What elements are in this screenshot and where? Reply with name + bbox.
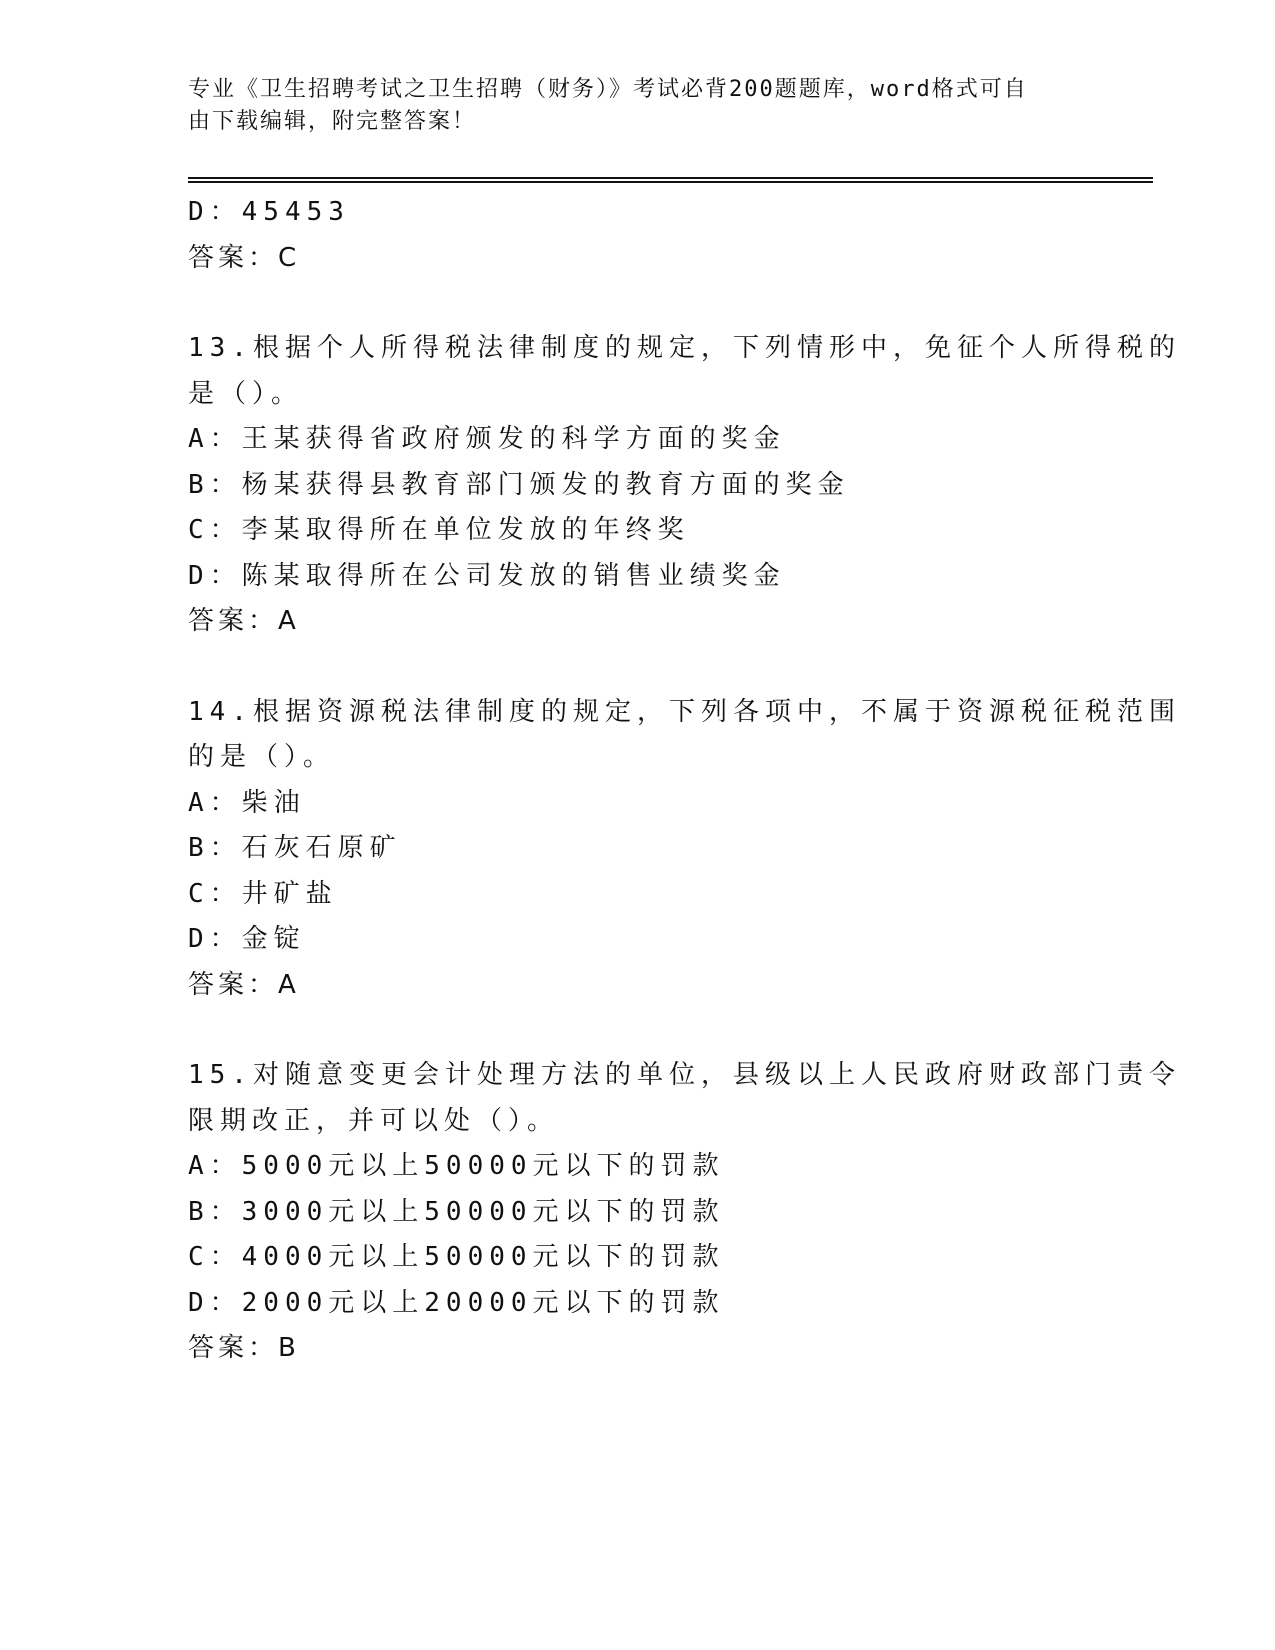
question-13: [188, 326, 1181, 645]
question-stem-line-1: 15.对随意变更会计处理方法的单位，县级以上人民政府财政部门责令: [188, 1060, 1181, 1090]
question-15: [188, 1053, 1181, 1372]
spacer: [188, 1008, 1088, 1053]
answer-line: 答案：A: [188, 606, 300, 636]
option-a: A：柴油: [188, 787, 306, 818]
answer-line: 答案：A: [188, 969, 300, 1000]
question-stem-line-2: 的是（）。: [188, 742, 336, 772]
option-c: C：4000元以上50000元以下的罚款: [188, 1242, 725, 1272]
option-d: D：45453: [188, 197, 350, 227]
question-stem-line-2: 是（）。: [188, 378, 304, 409]
spacer: [188, 281, 1088, 326]
option-d: D：金锭: [188, 924, 306, 954]
option-b: B：石灰石原矿: [188, 833, 402, 863]
question-stem-line-1: 14.根据资源税法律制度的规定，下列各项中，不属于资源税征税范围: [188, 696, 1181, 727]
option-d: D：2000元以上20000元以下的罚款: [188, 1287, 725, 1318]
header-rule-top: [188, 177, 1153, 179]
option-c: C：井矿盐: [188, 878, 338, 909]
header-line-2: 由下载编辑，附完整答案！: [188, 109, 477, 134]
answer-line: 答案：C: [188, 242, 301, 273]
question-stem-line-1: 13.根据个人所得税法律制度的规定，下列情形中，免征个人所得税的: [188, 333, 1181, 363]
document-header: [188, 74, 1088, 138]
option-c: C：李某取得所在单位发放的年终奖: [188, 515, 690, 545]
spacer: [188, 645, 1088, 690]
header-line-1: 专业《卫生招聘考试之卫生招聘（财务）》考试必背200题题库，word格式可自: [188, 77, 1028, 102]
option-d: D：陈某取得所在公司发放的销售业绩奖金: [188, 560, 786, 591]
option-b: B：杨某获得县教育部门颁发的教育方面的奖金: [188, 469, 850, 500]
option-b: B：3000元以上50000元以下的罚款: [188, 1196, 725, 1227]
option-a: A：5000元以上50000元以下的罚款: [188, 1151, 725, 1181]
question-stem-line-2: 限期改正，并可以处（）。: [188, 1105, 560, 1136]
question-list: [188, 190, 1181, 1372]
question-14: [188, 690, 1181, 1009]
answer-line: 答案：B: [188, 1333, 300, 1363]
option-a: A：王某获得省政府颁发的科学方面的奖金: [188, 424, 786, 454]
previous-question-tail: [188, 190, 1088, 281]
header-rule-bottom: [188, 181, 1153, 183]
